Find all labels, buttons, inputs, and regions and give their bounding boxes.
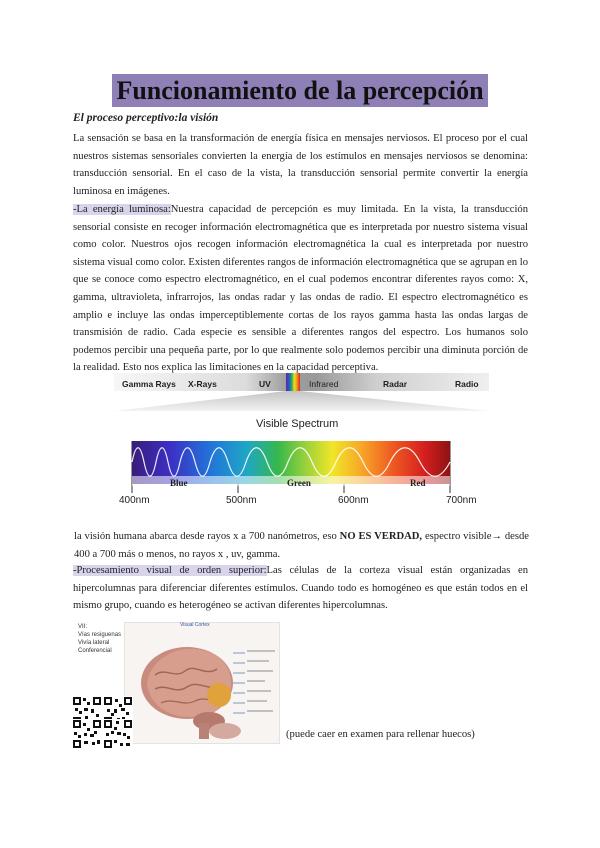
band-radio: Radio	[455, 379, 479, 389]
higher-order-text: Las células de la corteza visual están organizadas en hipercolumnas para diferenciar diferentes estímulos. Cuando todo es homogéneo es que están todos en el mismo grupo, cuando es heterogéneo se activan diferentes hipercolumnas.	[73, 565, 528, 612]
qr-code	[72, 719, 102, 749]
exam-note-caption: (puede caer en examen para rellenar huecos)	[286, 729, 475, 740]
visible-range-before: la visión humana abarca desde rayos x a 700 nanómetros, eso	[74, 531, 340, 542]
brain-diagram	[124, 622, 280, 744]
band-infrared: Infrared	[309, 379, 339, 389]
wavelength-500nm: 500nm	[226, 495, 257, 506]
paragraph-sensation: La sensación se basa en la transformación de energía física en mensajes nerviosos. El proceso por el cual nuestros sistemas sensoriales convierten la energía de los estímulos en mensajes nerviosos se denomina: transducción sensorial. En el caso de la vista, la transducción sensorial permite convertir la energía luminosa en imágenes.	[73, 133, 528, 197]
title-container	[0, 74, 600, 107]
wavelength-400nm: 400nm	[119, 495, 150, 506]
highlight-light-energy: -La energía luminosa:	[73, 204, 171, 215]
band-gamma-rays: Gamma Rays	[122, 379, 176, 389]
band-radar: Radar	[383, 379, 408, 389]
visible-range-after: espectro visible→ desde 400 a 700 más o menos, no rayos x , uv, gamma.	[74, 531, 530, 560]
band-x-rays: X-Rays	[188, 379, 217, 389]
visible-range-bold: NO ES VERDAD,	[339, 531, 423, 542]
brain-diagram-title: Visual Cortex	[180, 622, 210, 628]
wavelength-700nm: 700nm	[446, 495, 477, 506]
color-label-green: Green	[287, 478, 311, 488]
paragraph-visible-range	[74, 528, 529, 563]
highlight-higher-order: -Procesamiento visual de orden superior:	[73, 565, 267, 576]
legend-line-1: Vías resiguenas	[78, 632, 122, 638]
light-energy-text: Nuestra capacidad de percepción es muy limitada. En la vista, la transducción sensorial consiste en recoger información electromagnética que es interpretada por nuestro sistema visual como color. Nuestros ojos recogen información electromagnética la cual es interpretada por nuestro sistema visual como color. Existen diferentes rangos de información electromagnética que se agrupan en lo que se conoce como espectro electromagnético, en el cual podemos encontrar diferentes rayos como: X, gamma, ultravioleta, infrarrojos, las ondas radar y las ondas de radio. El espectro electromagnético es amplio e incluye las ondas imperceptiblemente cortas de los rayos gamma hasta las ondas largas de transmisión de radio. Cada especie es sensible a diferentes rangos del espectro. Los humanos solo podemos percibir una pequeña parte, por lo que realmente solo podemos percibir una diminuta porción de la realidad. Esto nos explica las limitaciones en la capacidad perceptiva.	[73, 204, 528, 374]
color-label-blue: Blue	[170, 478, 188, 488]
figure-legend	[78, 623, 121, 655]
color-label-red: Red	[410, 478, 426, 488]
legend-vii: VII:	[78, 624, 88, 630]
page-title: Funcionamiento de la percepción	[112, 74, 487, 107]
section-subheading: El proceso perceptivo:la visión	[73, 112, 219, 124]
band-uv: UV	[259, 379, 271, 389]
qr-code	[103, 719, 133, 749]
legend-line-2: Vivía lateral	[78, 640, 110, 646]
legend-line-3: Conferencial	[78, 648, 112, 654]
paragraph-light-energy	[73, 201, 528, 377]
paragraph-higher-order-processing	[73, 562, 528, 615]
wavelength-600nm: 600nm	[338, 495, 369, 506]
visible-spectrum-label: Visible Spectrum	[256, 418, 339, 430]
